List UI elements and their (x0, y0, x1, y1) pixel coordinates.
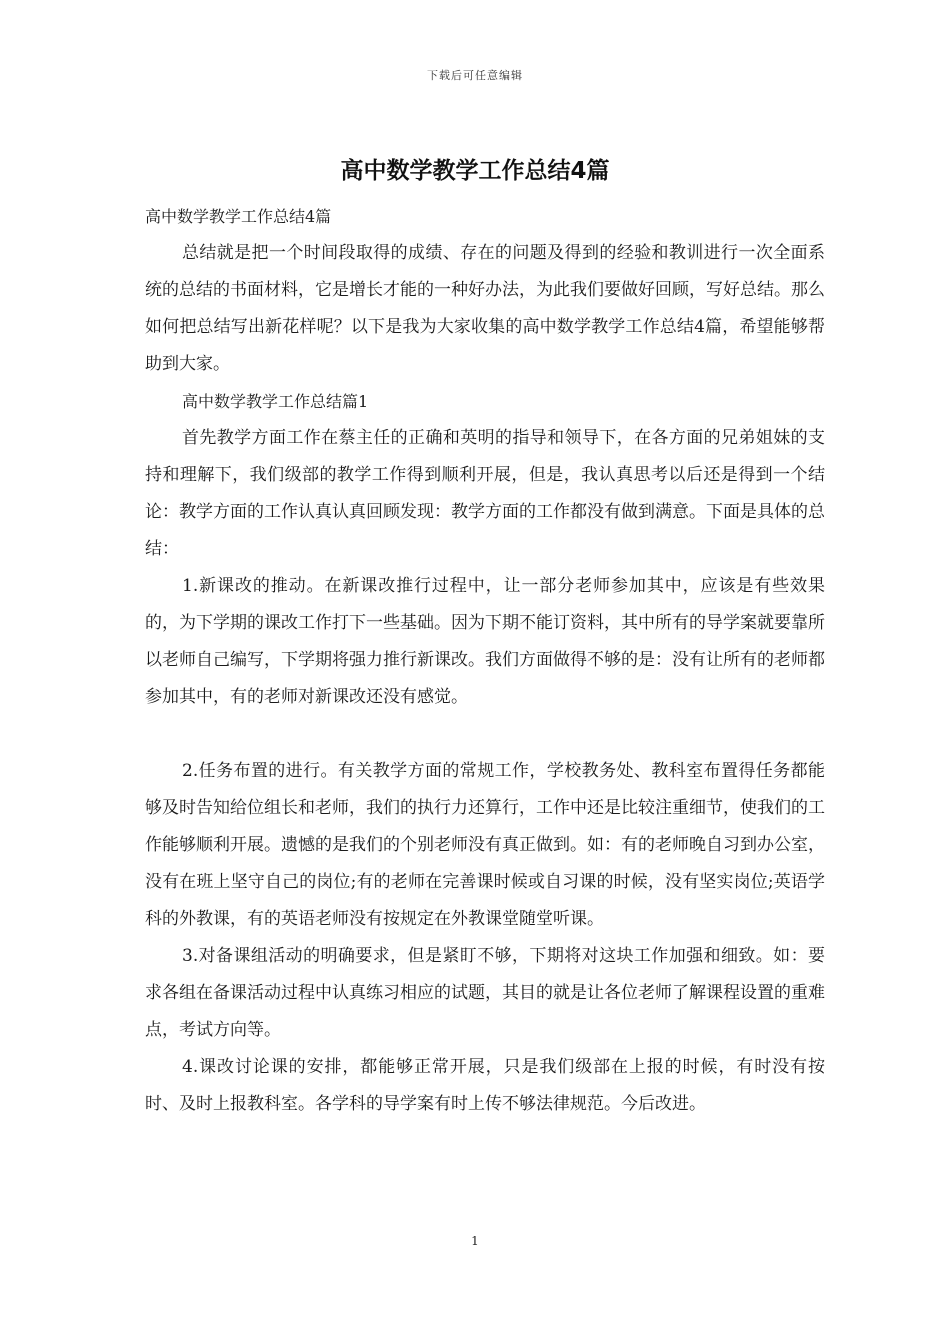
intro-paragraph: 总结就是把一个时间段取得的成绩、存在的问题及得到的经验和教训进行一次全面系统的总结的书面材料，它是增长才能的一种好办法，为此我们要做好回顾，写好总结。那么如何把总结写出新花样呢？以下是我为大家收集的高中数学教学工作总结4篇，希望能够帮助到大家。 (145, 243, 825, 374)
header-note: 下载后可任意编辑 (427, 69, 523, 82)
paragraph-spacer (145, 716, 825, 753)
list-item-paragraph: 3.对备课组活动的明确要求，但是紧盯不够，下期将对这块工作加强和细致。如：要求各组在备课活动过程中认真练习相应的试题，其目的就是让各位老师了解课程设置的重难点，考试方向等。 (145, 946, 825, 1040)
body-paragraph: 首先教学方面工作在蔡主任的正确和英明的指导和领导下，在各方面的兄弟姐妹的支持和理解下，我们级部的教学工作得到顺利开展，但是，我认真思考以后还是得到一个结论：教学方面的工作认真认真回顾发现：教学方面的工作都没有做到满意。下面是具体的总结： (145, 428, 825, 559)
page-title: 高中数学教学工作总结4篇 (340, 158, 610, 184)
list-item-paragraph: 1.新课改的推动。在新课改推行过程中，让一部分老师参加其中，应该是有些效果的，为下学期的课改工作打下一些基础。因为下期不能订资料，其中所有的导学案就要靠所以老师自己编写，下学期将强力推行新课改。我们方面做得不够的是：没有让所有的老师都参加其中，有的老师对新课改还没有感觉。 (145, 576, 825, 707)
subtitle: 高中数学教学工作总结4篇 (145, 207, 332, 226)
list-item-paragraph: 2.任务布置的进行。有关教学方面的常规工作，学校教务处、教科室布置得任务都能够及时告知给位组长和老师，我们的执行力还算行，工作中还是比较注重细节，使我们的工作能够顺利开展。遗憾的是我们的个别老师没有真正做到。如：有的老师晚自习到办公室，没有在班上坚守自己的岗位;有的老师在完善课时候或自习课的时候，没有坚实岗位;英语学科的外教课，有的英语老师没有按规定在外教课堂随堂听课。 (145, 761, 825, 929)
section-heading: 高中数学教学工作总结篇1 (182, 392, 369, 411)
list-item-paragraph: 4.课改讨论课的安排，都能够正常开展，只是我们级部在上报的时候，有时没有按时、及时上报教科室。各学科的导学案有时上传不够法律规范。今后改进。 (145, 1057, 825, 1114)
document-body (145, 198, 825, 1123)
page-number: 1 (471, 1234, 479, 1248)
